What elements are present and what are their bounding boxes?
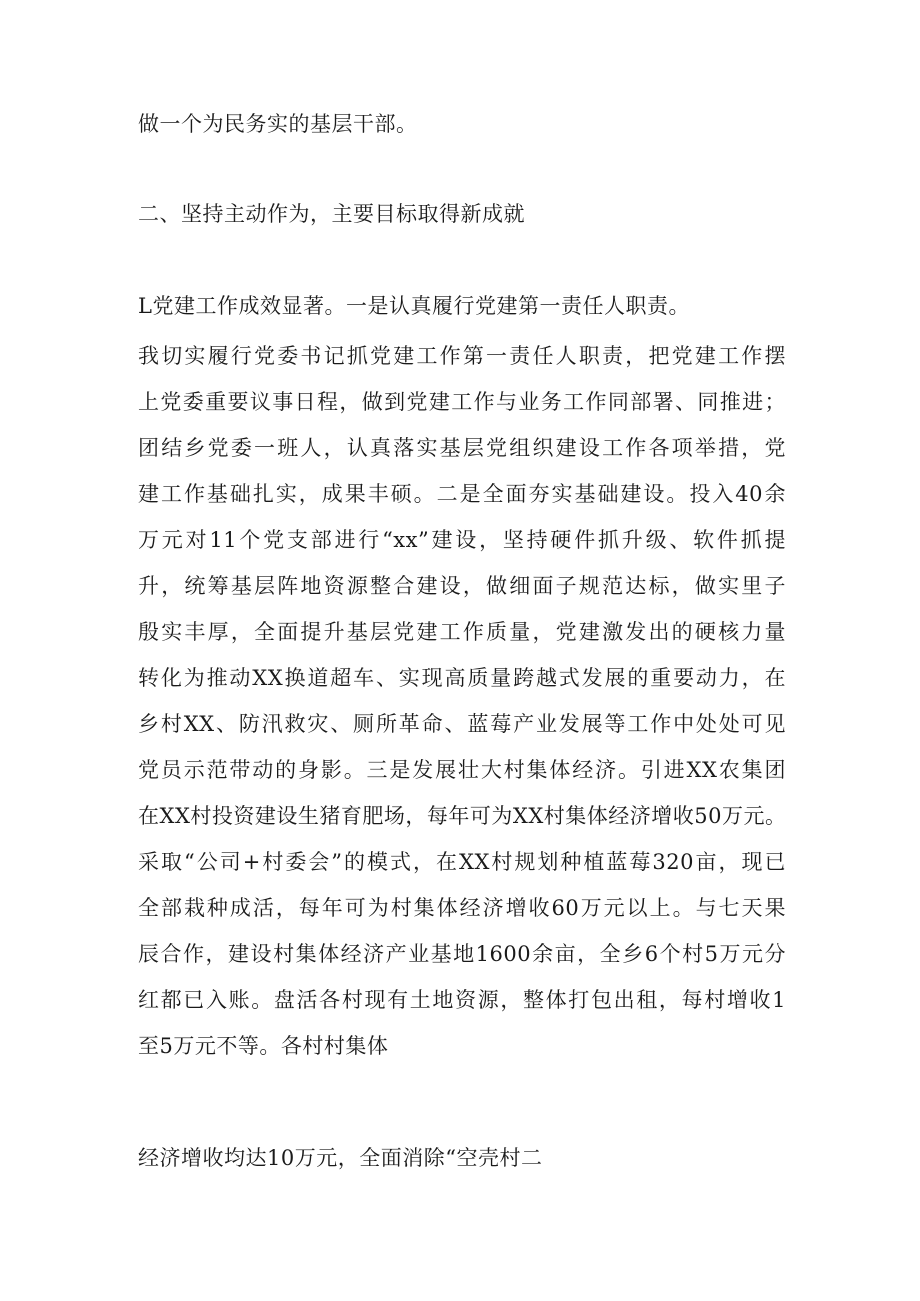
- paragraph-line: 党员示范带动的身影。三是发展壮大村集体经济。引进XX农集团: [138, 758, 786, 782]
- section-heading: 二、坚持主动作为，主要目标取得新成就: [138, 202, 525, 226]
- paragraph-line: 至5万元不等。各村村集体: [138, 1034, 389, 1058]
- paragraph-line: 我切实履行党委书记抓党建工作第一责任人职责，把党建工作摆: [138, 344, 786, 368]
- paragraph-line: 上党委重要议事日程，做到党建工作与业务工作同部署、同推进；: [138, 390, 786, 414]
- paragraph-line: 转化为推动XX换道超车、实现高质量跨越式发展的重要动力，在: [138, 666, 786, 690]
- paragraph-line: 乡村XX、防汛救灾、厕所革命、蓝莓产业发展等工作中处处可见: [138, 712, 786, 736]
- paragraph-line: 建工作基础扎实，成果丰硕。二是全面夯实基础建设。投入40余: [138, 482, 786, 506]
- paragraph-line: 在XX村投资建设生猪育肥场，每年可为XX村集体经济增收50万元。: [138, 804, 787, 828]
- paragraph-line: 升，统筹基层阵地资源整合建设，做细面子规范达标，做实里子: [138, 574, 786, 598]
- trailing-line: 经济增收均达10万元，全面消除“空壳村二: [138, 1146, 543, 1170]
- paragraph-lead: L党建工作成效显著。一是认真履行党建第一责任人职责。: [138, 294, 690, 318]
- paragraph-line: 团结乡党委一班人，认真落实基层党组织建设工作各项举措，党: [138, 436, 786, 460]
- intro-line: 做一个为民务实的基层干部。: [138, 112, 418, 136]
- paragraph-line: 殷实丰厚，全面提升基层党建工作质量，党建激发出的硬核力量: [138, 620, 786, 644]
- paragraph-line: 辰合作，建设村集体经济产业基地1600余亩，全乡6个村5万元分: [138, 942, 786, 966]
- paragraph-line: 红都已入账。盘活各村现有土地资源，整体打包出租，每村增收1: [138, 988, 786, 1012]
- paragraph-line: 全部栽种成活，每年可为村集体经济增收60万元以上。与七天果: [138, 896, 786, 920]
- paragraph-line: 采取“公司+村委会”的模式，在XX村规划种植蓝莓320亩，现已: [138, 850, 786, 874]
- paragraph-line: 万元对11个党支部进行“xx”建设，坚持硬件抓升级、软件抓提: [138, 528, 786, 552]
